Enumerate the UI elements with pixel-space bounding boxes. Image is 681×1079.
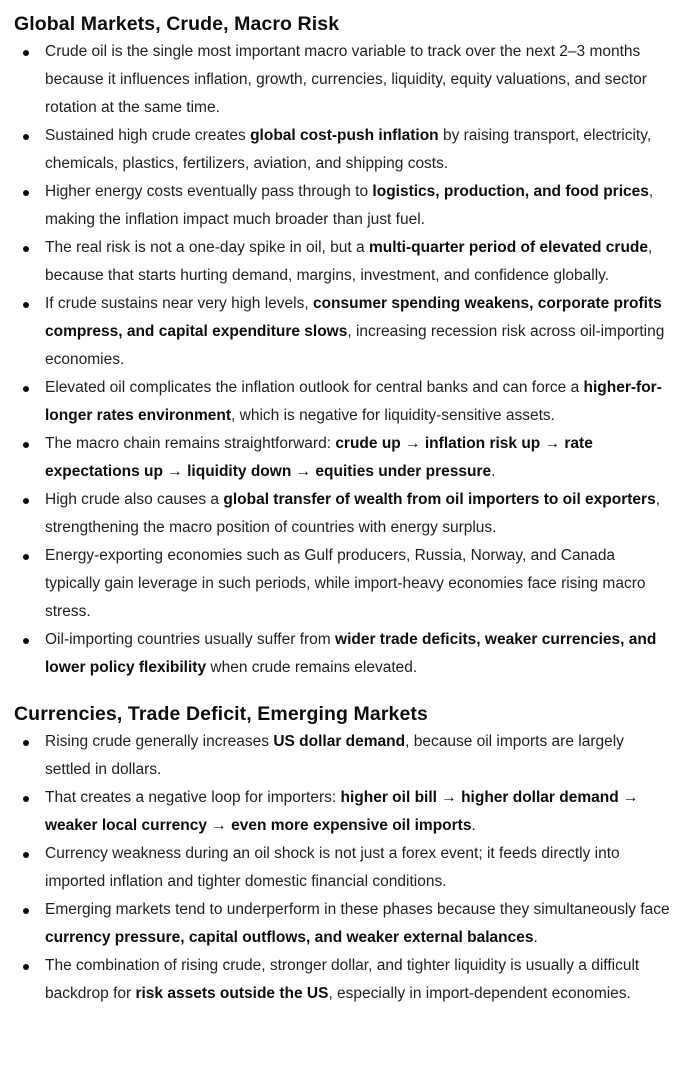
bold-text: logistics, production, and food prices — [372, 183, 649, 200]
text-run: If crude sustains near very high levels, — [45, 295, 313, 312]
text-run: Oil-importing countries usually suffer from — [45, 631, 336, 648]
text-run: , increasing recession risk across oil-importing economies. — [45, 323, 665, 368]
bullet-dot-icon — [23, 638, 29, 644]
list-item — [14, 38, 673, 122]
text-run: Currency weakness during an oil shock is not just a forex event; it feeds directly into imported inflation and tighter domestic financial conditions. — [45, 845, 620, 890]
list-item — [14, 178, 673, 234]
text-run: The macro chain remains straightforward: — [45, 435, 336, 452]
list-item — [14, 234, 673, 290]
bold-text: crude up → inflation risk up → rate expectations up → liquidity down → equities under pressure — [45, 435, 593, 480]
bold-text: global transfer of wealth from oil importers to oil exporters — [223, 491, 656, 508]
text-run: Sustained high crude creates — [45, 127, 251, 144]
list-item — [14, 122, 673, 178]
text-run: Energy-exporting economies such as Gulf producers, Russia, Norway, and Canada typically gain leverage in such periods, while import-heavy economies face rising macro stress. — [45, 547, 646, 620]
bullet-dot-icon — [23, 964, 29, 970]
text-run: . — [471, 817, 476, 834]
bullet-dot-icon — [23, 554, 29, 560]
text-run: The real risk is not a one-day spike in oil, but a — [45, 239, 369, 256]
section-global-markets — [14, 10, 673, 682]
list-item — [14, 728, 673, 784]
bold-text: risk assets outside the US — [135, 985, 329, 1002]
bullet-list — [14, 728, 673, 1008]
bullet-dot-icon — [23, 852, 29, 858]
bullet-dot-icon — [23, 498, 29, 504]
bullet-dot-icon — [23, 740, 29, 746]
list-item — [14, 784, 673, 840]
bullet-dot-icon — [23, 246, 29, 252]
list-item — [14, 896, 673, 952]
text-run: Emerging markets tend to underperform in these phases because they simultaneously face — [45, 901, 670, 918]
text-run: Elevated oil complicates the inflation outlook for central banks and can force a — [45, 379, 584, 396]
text-run: Higher energy costs eventually pass through to — [45, 183, 373, 200]
text-run: Rising crude generally increases — [45, 733, 274, 750]
section-currencies — [14, 700, 673, 1008]
list-item — [14, 626, 673, 682]
text-run: . — [533, 929, 538, 946]
text-run: High crude also causes a — [45, 491, 224, 508]
text-run: , because oil imports are largely settled in dollars. — [45, 733, 624, 778]
bullet-dot-icon — [23, 134, 29, 140]
text-run: . — [491, 463, 496, 480]
bullet-dot-icon — [23, 302, 29, 308]
text-run: , because that starts hurting demand, margins, investment, and confidence globally. — [45, 239, 653, 284]
text-run: The combination of rising crude, stronger dollar, and tighter liquidity is usually a difficult backdrop for — [45, 957, 640, 1002]
bullet-dot-icon — [23, 908, 29, 914]
text-run: when crude remains elevated. — [206, 659, 418, 676]
bold-text: consumer spending weakens, corporate profits compress, and capital expenditure slows — [45, 295, 662, 340]
section-heading: Global Markets, Crude, Macro Risk — [14, 13, 340, 35]
bold-text: higher-for-longer rates environment — [45, 379, 662, 424]
bold-text: multi-quarter period of elevated crude — [368, 239, 649, 256]
list-item — [14, 840, 673, 896]
section-heading: Currencies, Trade Deficit, Emerging Markets — [14, 703, 428, 725]
text-run: , strengthening the macro position of countries with energy surplus. — [45, 491, 661, 536]
text-run: That creates a negative loop for importers: — [45, 789, 341, 806]
text-run: , which is negative for liquidity-sensitive assets. — [231, 407, 555, 424]
bullet-dot-icon — [23, 386, 29, 392]
bullet-list — [14, 38, 673, 682]
list-item — [14, 952, 673, 1008]
text-run: by raising transport, electricity, chemicals, plastics, fertilizers, aviation, and shipping costs. — [45, 127, 652, 172]
bullet-dot-icon — [23, 190, 29, 196]
bullet-dot-icon — [23, 442, 29, 448]
list-item — [14, 374, 673, 430]
text-run: , making the inflation impact much broader than just fuel. — [45, 183, 654, 228]
list-item — [14, 290, 673, 374]
bold-text: US dollar demand — [273, 733, 406, 750]
bold-text: currency pressure, capital outflows, and weaker external balances — [45, 929, 534, 946]
bold-text: wider trade deficits, weaker currencies, and lower policy flexibility — [45, 631, 657, 676]
bullet-dot-icon — [23, 50, 29, 56]
bullet-dot-icon — [23, 796, 29, 802]
list-item — [14, 486, 673, 542]
list-item — [14, 430, 673, 486]
text-run: , especially in import-dependent economies. — [328, 985, 631, 1002]
bold-text: global cost-push inflation — [250, 127, 439, 144]
text-run: Crude oil is the single most important macro variable to track over the next 2–3 months because it influences inflation, growth, currencies, liquidity, equity valuations, and sector rotation at the same time. — [45, 43, 647, 116]
bold-text: higher oil bill → higher dollar demand → weaker local currency → even more expensive oil imports — [45, 789, 639, 834]
list-item — [14, 542, 673, 626]
